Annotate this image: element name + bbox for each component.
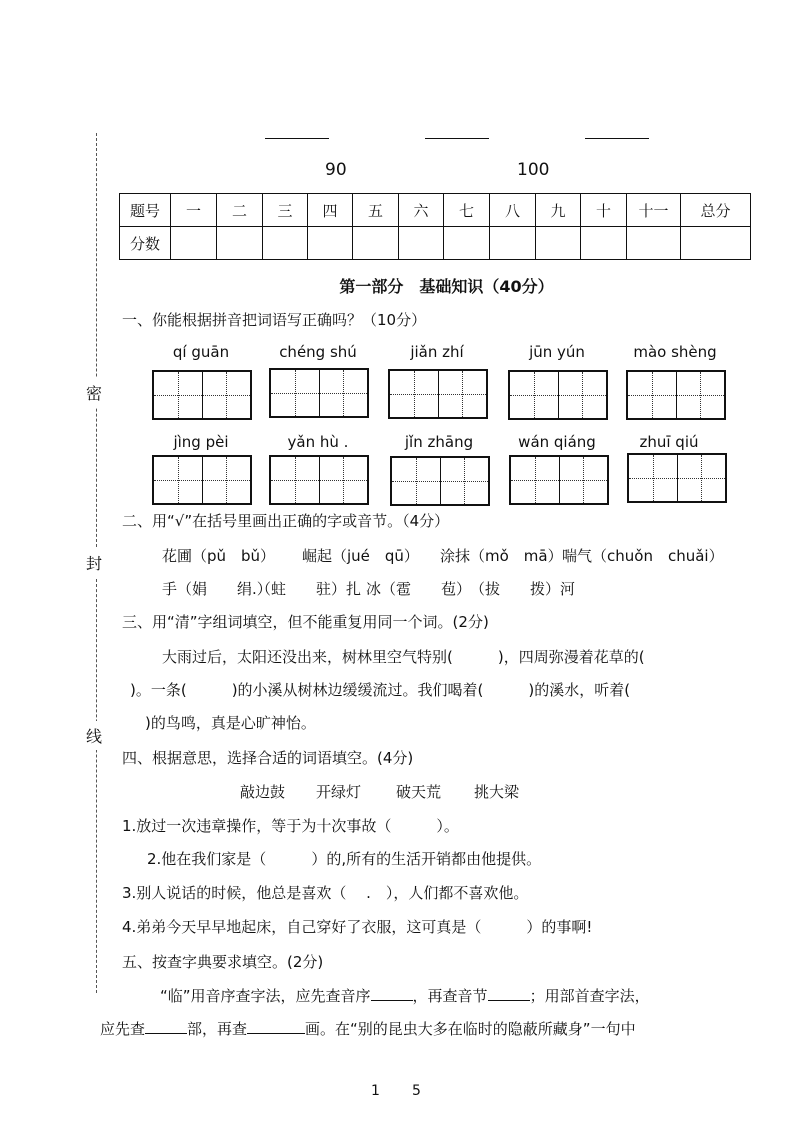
score-cell[interactable] (681, 227, 751, 260)
header-cell: 一 (171, 194, 217, 227)
pinyin-label: jìng pèi (173, 433, 229, 451)
q4-word-option: 开绿灯 (316, 783, 362, 801)
q5-line-2 (100, 1019, 636, 1039)
pinyin-label: chéng shú (279, 343, 357, 361)
writing-grid[interactable] (508, 370, 608, 420)
q5-text: ；用部首查字法， (529, 987, 650, 1005)
answer-blank[interactable] (145, 1019, 187, 1034)
score-table (119, 193, 751, 260)
pinyin-label: jǐn zhāng (404, 433, 474, 451)
page-number: 1 (371, 1083, 380, 1099)
q4-word-option: 敲边鼓 (240, 783, 286, 801)
header-cell: 题号 (120, 194, 171, 227)
score-table-header-row (120, 194, 751, 227)
q5-text: 应先查 (100, 1020, 146, 1038)
score-cell[interactable] (217, 227, 263, 260)
answer-blank[interactable] (247, 1019, 305, 1034)
q1-heading: 一、你能根据拼音把词语写正确吗？（10分） (122, 311, 427, 329)
score-table-score-row (120, 227, 751, 260)
writing-grid[interactable] (390, 456, 490, 506)
writing-grid[interactable] (388, 369, 488, 419)
writing-grid[interactable] (269, 368, 369, 418)
q5-text: 部，再查 (187, 1020, 248, 1038)
header-cell: 十一 (627, 194, 681, 227)
page-total: 5 (412, 1083, 421, 1099)
score-cell[interactable] (536, 227, 581, 260)
q2-option[interactable]: （蛀 驻）扎 (256, 580, 362, 598)
pinyin-label: jūn yún (529, 343, 585, 361)
q2-option[interactable]: 喘气（chuǒn chuǎi） (562, 547, 724, 565)
header-cell: 总分 (681, 194, 751, 227)
q5-heading: 五、按查字典要求填空。(2分) (122, 953, 324, 971)
q4-item: 1.放过一次违章操作，等于为十次事故（ ）。 (122, 817, 459, 835)
pinyin-label: wán qiáng (518, 433, 596, 451)
time-value: 90 (325, 160, 347, 180)
header-cell: 六 (399, 194, 444, 227)
q2-heading: 二、用“√”在括号里画出正确的字或音节。（4分） (122, 512, 450, 530)
answer-blank[interactable] (371, 986, 413, 1001)
q4-item: 2.他在我们家是（ ）的,所有的生活开销都由他提供。 (147, 850, 542, 868)
q3-text-line: )的鸟鸣，真是心旷神怡。 (145, 714, 316, 732)
score-cell[interactable] (490, 227, 536, 260)
writing-grid[interactable] (269, 455, 369, 505)
row-label: 分数 (120, 227, 171, 260)
score-cell[interactable] (444, 227, 490, 260)
writing-grid[interactable] (627, 453, 727, 503)
q4-item: 4.弟弟今天早早地起床，自己穿好了衣服，这可真是（ ）的事啊! (122, 918, 593, 936)
header-cell: 二 (217, 194, 263, 227)
q2-option[interactable]: 花圃（pǔ bǔ） (162, 547, 276, 565)
score-cell[interactable] (263, 227, 308, 260)
score-cell[interactable] (627, 227, 681, 260)
q2-option[interactable]: 手（娟 绢.） (162, 580, 272, 598)
q4-item: 3.别人说话的时候，他总是喜欢（ . ），人们都不喜欢他。 (122, 884, 529, 902)
pinyin-label: mào shèng (633, 343, 717, 361)
q5-text: ，再查音节 (412, 987, 488, 1005)
q5-line-1 (160, 986, 650, 1006)
q3-text-line: )。一条( )的小溪从树林边缓缓流过。我们喝着( )的溪水，听着( (130, 681, 631, 699)
header-cell: 三 (263, 194, 308, 227)
header-blank-2[interactable] (425, 138, 489, 139)
header-cell: 十 (581, 194, 627, 227)
margin-label-xian: 线 (86, 721, 102, 750)
score-cell[interactable] (353, 227, 399, 260)
q2-option[interactable]: 崛起（jué qū） (302, 547, 419, 565)
score-cell[interactable] (399, 227, 444, 260)
score-cell[interactable] (581, 227, 627, 260)
header-cell: 四 (308, 194, 353, 227)
full-score-value: 100 (517, 160, 550, 180)
margin-label-feng: 封 (86, 548, 102, 577)
q5-text: 画。在“别的昆虫大多在临时的隐蔽所藏身”一句中 (305, 1020, 636, 1038)
q4-heading: 四、根据意思，选择合适的词语填空。(4分) (122, 749, 414, 767)
section-title: 第一部分 基础知识（40分） (339, 277, 554, 296)
answer-blank[interactable] (488, 986, 530, 1001)
header-cell: 七 (444, 194, 490, 227)
pinyin-label: yǎn hù . (287, 433, 349, 451)
header-blank-1[interactable] (265, 138, 329, 139)
margin-label-mi: 密 (86, 378, 102, 407)
q4-word-option: 挑大梁 (474, 783, 520, 801)
q2-option[interactable]: 涂抹（mǒ mā） (440, 547, 563, 565)
writing-grid[interactable] (509, 455, 609, 505)
pinyin-label: zhuī qiú (639, 433, 699, 451)
score-cell[interactable] (171, 227, 217, 260)
q4-word-option: 破天荒 (396, 783, 442, 801)
header-cell: 九 (536, 194, 581, 227)
pinyin-label: qí guān (172, 343, 230, 361)
header-cell: 五 (353, 194, 399, 227)
q2-option[interactable]: （拔 拨）河 (470, 580, 576, 598)
header-blank-3[interactable] (585, 138, 649, 139)
q3-text-line: 大雨过后，太阳还没出来，树林里空气特别( )，四周弥漫着花草的( (162, 648, 645, 666)
score-cell[interactable] (308, 227, 353, 260)
writing-grid[interactable] (152, 370, 252, 420)
q2-option[interactable]: 冰（雹 苞） (366, 580, 472, 598)
pinyin-label: jiǎn zhí (410, 343, 464, 361)
q5-text: “临”用音序查字法，应先查音序 (160, 987, 371, 1005)
writing-grid[interactable] (626, 370, 726, 420)
writing-grid[interactable] (152, 455, 252, 505)
header-cell: 八 (490, 194, 536, 227)
q3-heading: 三、用“清”字组词填空，但不能重复用同一个词。(2分) (122, 613, 489, 631)
